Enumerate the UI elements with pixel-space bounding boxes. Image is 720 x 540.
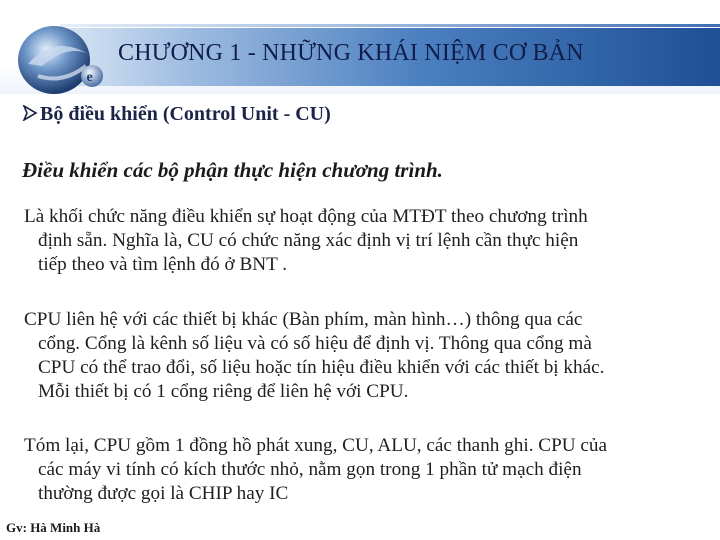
paragraph-line: CPU liên hệ với các thiết bị khác (Bàn phím, màn hình…) thông qua các [24,309,583,330]
svg-text:e: e [86,70,93,85]
globe-e-logo-icon [8,14,112,102]
paragraph-line: tiếp theo và tìm lệnh đó ở BNT . [38,254,288,275]
paragraph-line: CPU có thể trao đổi, số liệu hoặc tín hiệu điều khiển với các thiết bị khác. [38,357,605,378]
arrow-bullet-icon [22,105,38,121]
paragraph-line: định sẵn. Nghĩa là, CU có chức năng xác định vị trí lệnh cần thực hiện [38,230,579,251]
author-credit: Gv: Hà Minh Hà [6,520,101,535]
paragraph-summary [24,434,690,506]
slide-title: CHƯƠNG 1 - NHỮNG KHÁI NIỆM CƠ BẢN [118,40,584,66]
paragraph-line: các máy vi tính có kích thước nhỏ, nằm gọn trong 1 phần tử mạch điện [38,459,582,480]
header-accent-line [60,24,720,27]
section-heading-text: Bộ điều khiển (Control Unit - CU) [40,103,331,125]
paragraph-cu-definition [24,205,690,277]
paragraph-line: Mỗi thiết bị có 1 cổng riêng để liên hệ với CPU. [38,381,409,402]
paragraph-line: Là khối chức năng điều khiển sự hoạt động của MTĐT theo chương trình [24,206,588,227]
paragraph-line: thường được gọi là CHIP hay IC [38,483,289,504]
paragraph-line: Tóm lại, CPU gồm 1 đồng hồ phát xung, CU, ALU, các thanh ghi. CPU của [24,435,608,456]
paragraph-cpu-ports [24,308,690,404]
emphasis-statement: Điều khiển các bộ phận thực hiện chương trình. [22,158,443,182]
slide-header [0,0,720,94]
paragraph-line: cổng. Cổng là kênh số liệu và có số hiệu để định vị. Thông qua cổng mà [38,333,592,354]
section-heading [22,103,331,126]
